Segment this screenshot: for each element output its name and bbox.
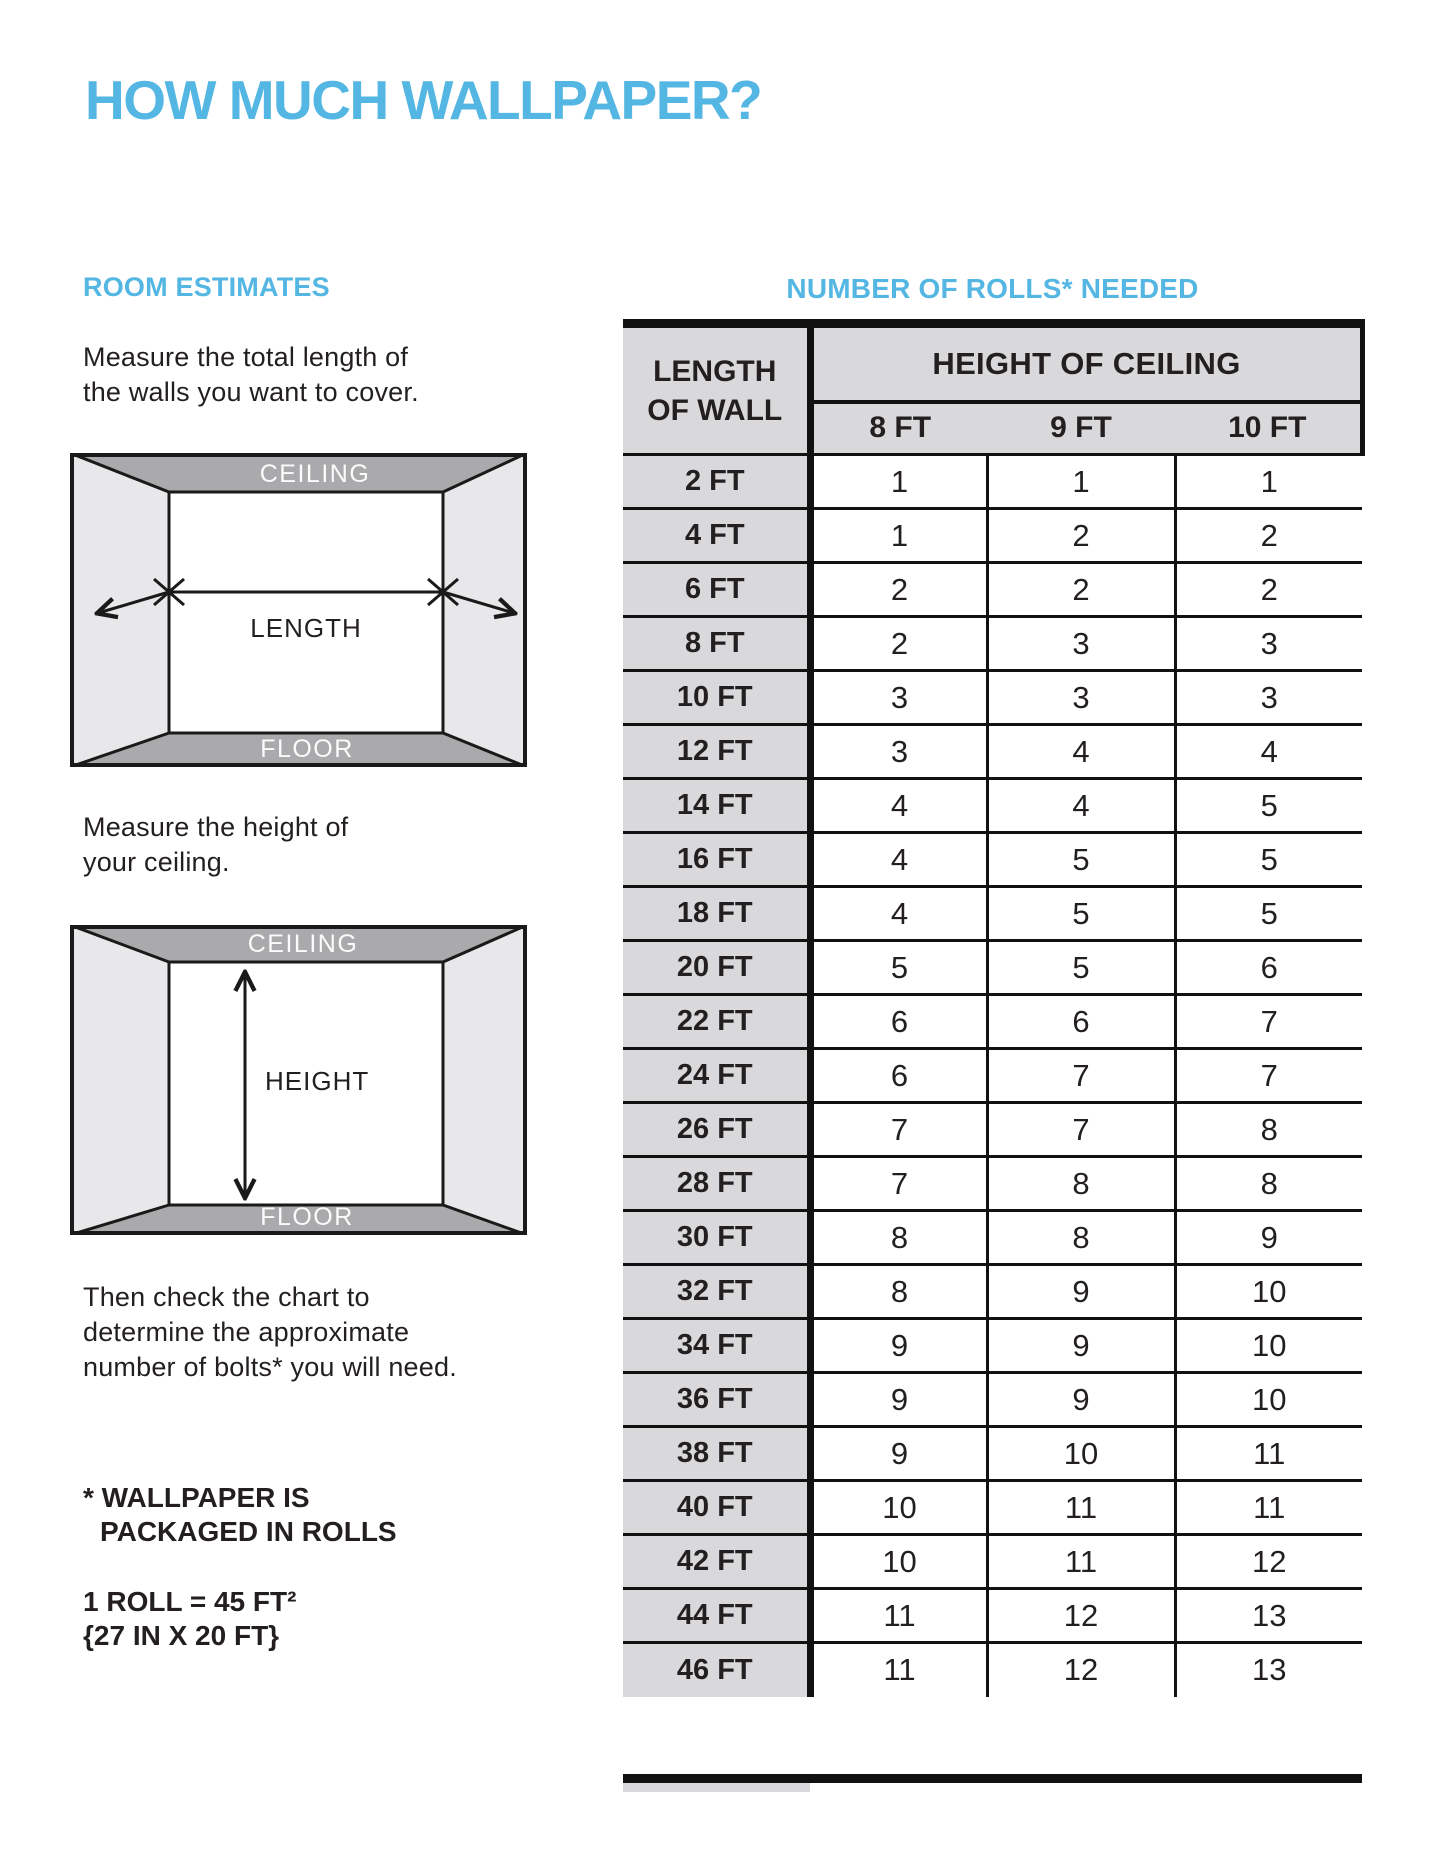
roll-count-cell: 12	[987, 1643, 1175, 1697]
roll-count-cell: 13	[1175, 1589, 1362, 1643]
roll-count-cell: 5	[1175, 779, 1362, 833]
wall-length-cell: 4 FT	[623, 509, 810, 563]
roll-count-cell: 10	[810, 1535, 987, 1589]
measure-height-instruction	[83, 810, 348, 880]
wall-length-cell: 8 FT	[623, 617, 810, 671]
roll-count-cell: 1	[810, 455, 987, 509]
roll-count-cell: 10	[987, 1427, 1175, 1481]
roll-count-cell: 9	[987, 1319, 1175, 1373]
floor-label: FLOOR	[260, 735, 354, 763]
roll-count-cell: 6	[810, 995, 987, 1049]
table-row	[623, 455, 1362, 509]
rolls-needed-table	[623, 319, 1365, 1697]
table-row	[623, 725, 1362, 779]
roll-count-cell: 10	[1175, 1373, 1362, 1427]
roll-count-cell: 2	[1175, 509, 1362, 563]
roll-size-info	[83, 1585, 296, 1653]
table-row	[623, 1211, 1362, 1265]
roll-count-cell: 7	[987, 1049, 1175, 1103]
roll-count-cell: 9	[810, 1319, 987, 1373]
column-header-8ft: 8 FT	[810, 402, 987, 455]
roll-count-cell: 11	[987, 1535, 1175, 1589]
ceiling-label: CEILING	[259, 460, 371, 488]
left-wall-surface	[70, 925, 169, 1235]
wall-length-cell: 18 FT	[623, 887, 810, 941]
roll-count-cell: 3	[810, 725, 987, 779]
roll-count-cell: 4	[810, 779, 987, 833]
wall-length-cell: 22 FT	[623, 995, 810, 1049]
roll-count-cell: 6	[1175, 941, 1362, 995]
roll-count-cell: 4	[987, 725, 1175, 779]
roll-count-cell: 1	[1175, 455, 1362, 509]
length-header-line: LENGTH	[653, 354, 777, 388]
roll-count-cell: 8	[1175, 1157, 1362, 1211]
roll-count-cell: 4	[810, 833, 987, 887]
ceiling-height-diagram	[70, 925, 527, 1235]
table-row	[623, 995, 1362, 1049]
roll-count-cell: 1	[810, 509, 987, 563]
roll-count-cell: 6	[987, 995, 1175, 1049]
roll-count-cell: 9	[987, 1373, 1175, 1427]
wall-length-cell: 14 FT	[623, 779, 810, 833]
length-label: LENGTH	[250, 613, 362, 643]
wall-length-cell: 30 FT	[623, 1211, 810, 1265]
roll-count-cell: 9	[810, 1427, 987, 1481]
roll-count-cell: 7	[1175, 995, 1362, 1049]
wall-length-cell: 32 FT	[623, 1265, 810, 1319]
left-wall-surface	[70, 453, 169, 767]
table-row	[623, 671, 1362, 725]
instruction-line: the walls you want to cover.	[83, 377, 419, 407]
roll-count-cell: 9	[810, 1373, 987, 1427]
wall-length-cell: 12 FT	[623, 725, 810, 779]
wall-length-cell: 44 FT	[623, 1589, 810, 1643]
wallpaper-rolls-footnote	[83, 1481, 397, 1549]
wall-length-cell: 38 FT	[623, 1427, 810, 1481]
roll-count-cell: 11	[987, 1481, 1175, 1535]
wall-length-cell: 36 FT	[623, 1373, 810, 1427]
table-row	[623, 833, 1362, 887]
roll-count-cell: 2	[987, 563, 1175, 617]
height-label: HEIGHT	[265, 1066, 370, 1096]
room-estimates-heading: ROOM ESTIMATES	[83, 272, 330, 302]
wall-length-cell: 6 FT	[623, 563, 810, 617]
wall-length-cell: 2 FT	[623, 455, 810, 509]
wall-length-cell: 42 FT	[623, 1535, 810, 1589]
roll-size-line: 1 ROLL = 45 FT²	[83, 1586, 297, 1617]
column-header-9ft: 9 FT	[987, 402, 1175, 455]
wall-length-cell: 34 FT	[623, 1319, 810, 1373]
table-row	[623, 1481, 1362, 1535]
table-row	[623, 1103, 1362, 1157]
length-of-wall-header	[623, 324, 810, 455]
table-row	[623, 1589, 1362, 1643]
roll-count-cell: 4	[1175, 725, 1362, 779]
roll-count-cell: 3	[810, 671, 987, 725]
roll-count-cell: 8	[987, 1211, 1175, 1265]
roll-count-cell: 7	[810, 1157, 987, 1211]
roll-count-cell: 10	[1175, 1319, 1362, 1373]
footnote-line: PACKAGED IN ROLLS	[100, 1516, 397, 1547]
roll-count-cell: 8	[810, 1265, 987, 1319]
roll-count-cell: 5	[1175, 833, 1362, 887]
roll-count-cell: 11	[810, 1643, 987, 1697]
check-chart-instruction	[83, 1280, 457, 1385]
length-header-line: OF WALL	[647, 393, 783, 427]
table-bottom-border	[623, 1774, 1362, 1783]
roll-count-cell: 2	[1175, 563, 1362, 617]
wall-length-cell: 24 FT	[623, 1049, 810, 1103]
measure-length-instruction	[83, 340, 419, 410]
roll-count-cell: 5	[987, 887, 1175, 941]
footnote-line: * WALLPAPER IS	[83, 1482, 310, 1513]
table-row	[623, 1049, 1362, 1103]
instruction-line: your ceiling.	[83, 847, 230, 877]
table-row	[623, 941, 1362, 995]
table-row	[623, 887, 1362, 941]
rolls-table-body	[623, 455, 1362, 1697]
table-row	[623, 779, 1362, 833]
table-row	[623, 1265, 1362, 1319]
instruction-line: determine the approximate	[83, 1317, 410, 1347]
wall-length-cell: 16 FT	[623, 833, 810, 887]
roll-count-cell: 1	[987, 455, 1175, 509]
roll-count-cell: 2	[987, 509, 1175, 563]
roll-count-cell: 12	[1175, 1535, 1362, 1589]
ceiling-label: CEILING	[247, 930, 359, 958]
wall-length-cell: 28 FT	[623, 1157, 810, 1211]
roll-count-cell: 6	[810, 1049, 987, 1103]
roll-count-cell: 7	[810, 1103, 987, 1157]
right-wall-surface	[443, 453, 527, 767]
roll-count-cell: 9	[1175, 1211, 1362, 1265]
roll-count-cell: 3	[987, 617, 1175, 671]
roll-count-cell: 4	[987, 779, 1175, 833]
roll-count-cell: 7	[987, 1103, 1175, 1157]
table-row	[623, 563, 1362, 617]
roll-count-cell: 4	[810, 887, 987, 941]
roll-count-cell: 2	[810, 563, 987, 617]
table-row	[623, 1535, 1362, 1589]
rolls-needed-heading: NUMBER OF ROLLS* NEEDED	[786, 273, 1199, 304]
instruction-line: Measure the total length of	[83, 342, 409, 372]
roll-count-cell: 5	[987, 941, 1175, 995]
table-row	[623, 1157, 1362, 1211]
instruction-line: Measure the height of	[83, 812, 349, 842]
table-row	[623, 1373, 1362, 1427]
roll-count-cell: 10	[810, 1481, 987, 1535]
roll-count-cell: 7	[1175, 1049, 1362, 1103]
table-row	[623, 1427, 1362, 1481]
floor-label: FLOOR	[260, 1203, 354, 1231]
wall-length-cell: 20 FT	[623, 941, 810, 995]
roll-count-cell: 5	[987, 833, 1175, 887]
table-bottom-gray-tab	[623, 1783, 810, 1792]
roll-count-cell: 3	[1175, 671, 1362, 725]
roll-count-cell: 11	[810, 1589, 987, 1643]
roll-count-cell: 10	[1175, 1265, 1362, 1319]
roll-count-cell: 8	[810, 1211, 987, 1265]
roll-count-cell: 11	[1175, 1481, 1362, 1535]
table-row	[623, 617, 1362, 671]
roll-count-cell: 5	[810, 941, 987, 995]
column-header-10ft: 10 FT	[1175, 402, 1362, 455]
roll-count-cell: 9	[987, 1265, 1175, 1319]
roll-size-line: {27 IN X 20 FT}	[83, 1620, 280, 1651]
roll-count-cell: 12	[987, 1589, 1175, 1643]
table-row	[623, 509, 1362, 563]
instruction-line: number of bolts* you will need.	[83, 1352, 457, 1382]
page-title: HOW MUCH WALLPAPER?	[85, 69, 762, 131]
table-row	[623, 1643, 1362, 1697]
wall-length-cell: 10 FT	[623, 671, 810, 725]
roll-count-cell: 5	[1175, 887, 1362, 941]
roll-count-cell: 2	[810, 617, 987, 671]
roll-count-cell: 3	[1175, 617, 1362, 671]
roll-count-cell: 13	[1175, 1643, 1362, 1697]
roll-count-cell: 11	[1175, 1427, 1362, 1481]
height-of-ceiling-header: HEIGHT OF CEILING	[810, 324, 1362, 402]
wall-length-cell: 46 FT	[623, 1643, 810, 1697]
wall-length-cell: 26 FT	[623, 1103, 810, 1157]
wall-length-cell: 40 FT	[623, 1481, 810, 1535]
room-length-diagram	[70, 453, 527, 767]
instruction-line: Then check the chart to	[83, 1282, 370, 1312]
roll-count-cell: 8	[1175, 1103, 1362, 1157]
table-row	[623, 1319, 1362, 1373]
right-wall-surface	[443, 925, 527, 1235]
roll-count-cell: 8	[987, 1157, 1175, 1211]
roll-count-cell: 3	[987, 671, 1175, 725]
